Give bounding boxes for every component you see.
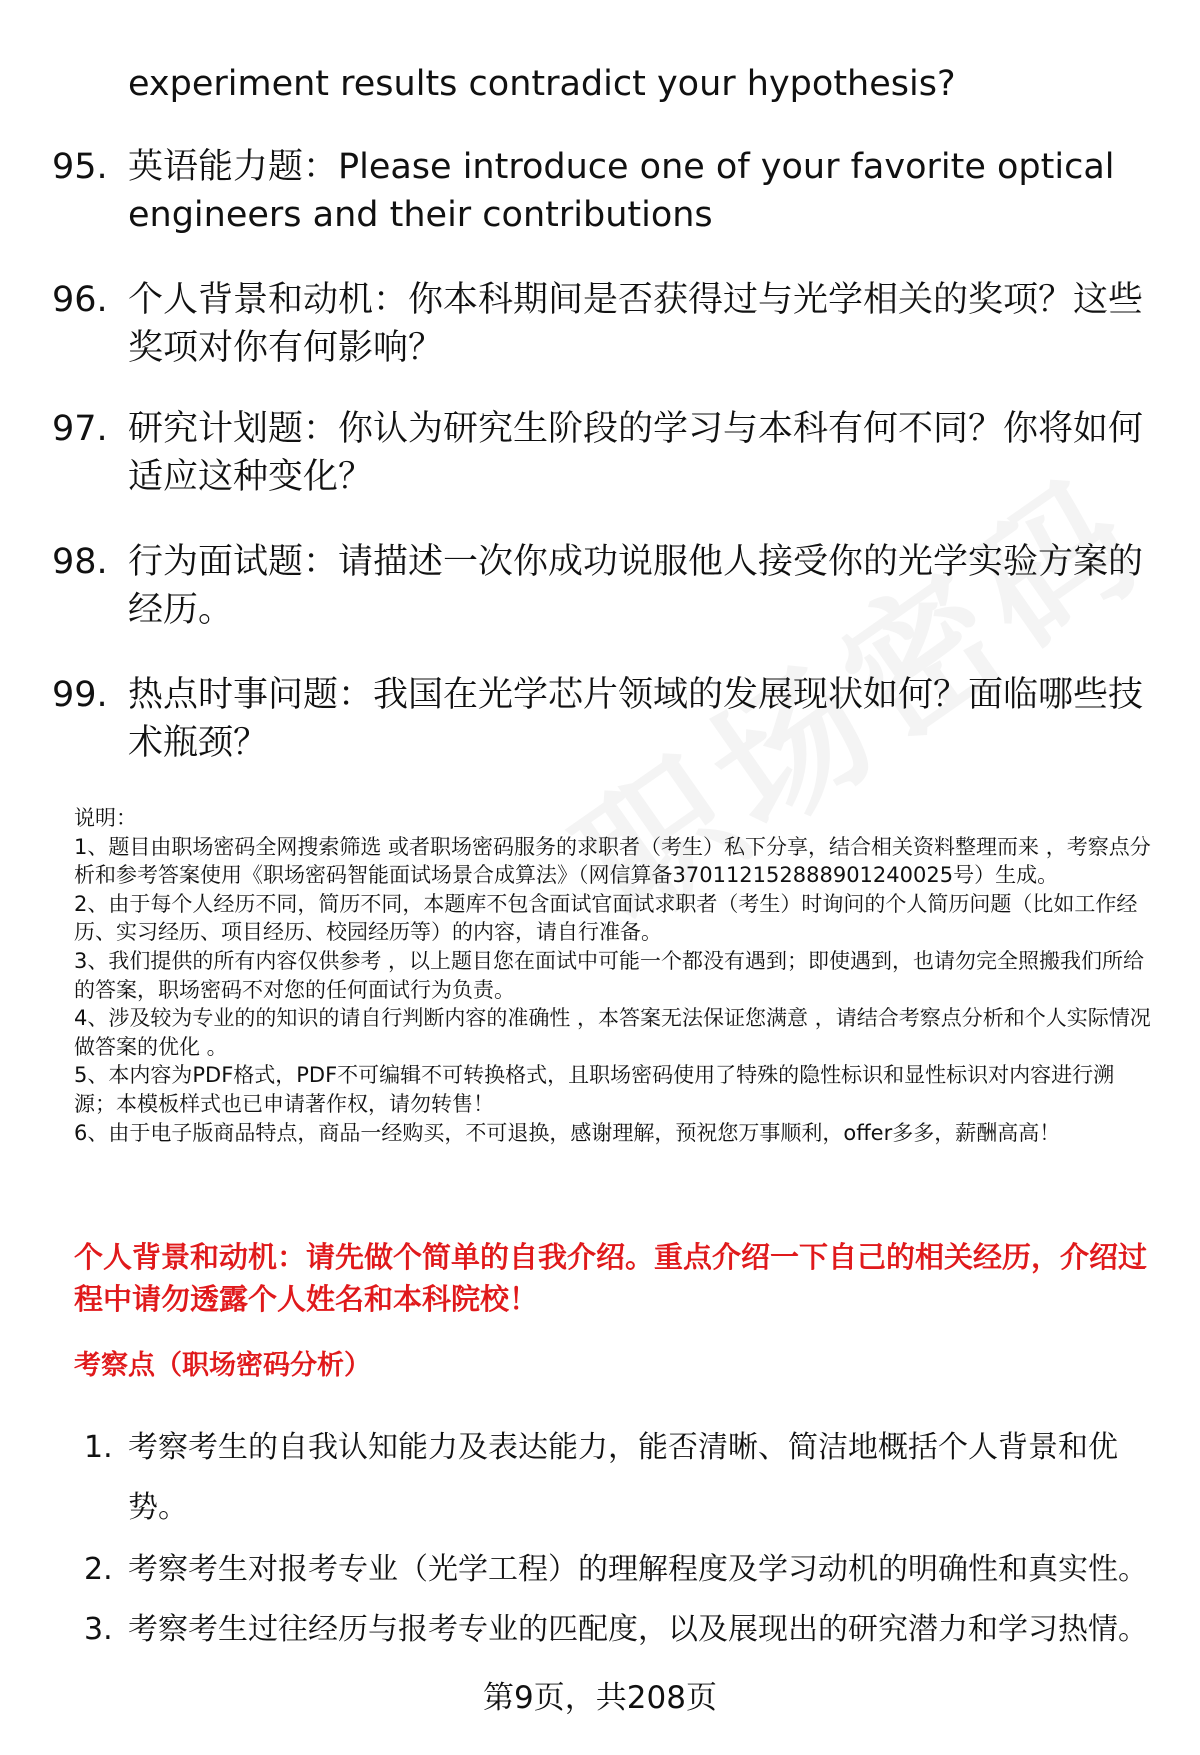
note-item-1: 1、题目由职场密码全网搜索筛选 或者职场密码服务的求职者（考生）私下分享，结合相关资料整理而来 ，考察点分析和参考答案使用《职场密码智能面试场景合成算法》（网信算备370112152888901240025号）生成。 bbox=[74, 834, 1151, 888]
question-97 bbox=[52, 405, 1152, 501]
question-99 bbox=[52, 671, 1152, 767]
previous-question-continuation: experiment results contradict your hypothesis? bbox=[128, 64, 956, 104]
question-95 bbox=[52, 143, 1152, 239]
analysis-point-3 bbox=[84, 1600, 1154, 1660]
question-text: 研究计划题：你认为研究生阶段的学习与本科有何不同？你将如何适应这种变化？ bbox=[128, 409, 1144, 497]
question-text: 行为面试题：请描述一次你成功说服他人接受你的光学实验方案的经历。 bbox=[128, 542, 1144, 630]
analysis-point-1 bbox=[84, 1418, 1154, 1538]
point-text: 考察考生对报考专业（光学工程）的理解程度及学习动机的明确性和真实性。 bbox=[128, 1552, 1148, 1587]
note-item-5: 5、本内容为PDF格式，PDF不可编辑不可转换格式，且职场密码使用了特殊的隐性标识和显性标识对内容进行溯源；本模板样式也已申请著作权，请勿转售！ bbox=[74, 1063, 1115, 1116]
question-number: 98. bbox=[52, 542, 108, 582]
note-item-6: 6、由于电子版商品特点，商品一经购买，不可退换，感谢理解，预祝您万事顺利，offer多多，薪酬高高！ bbox=[74, 1120, 1061, 1145]
note-item-3: 3、我们提供的所有内容仅供参考 ，以上题目您在面试中可能一个都没有遇到；即使遇到，也请勿完全照搬我们所给的答案，职场密码不对您的任何面试行为负责。 bbox=[74, 948, 1145, 1002]
analysis-point-2 bbox=[84, 1540, 1154, 1600]
analysis-heading: 考察点（职场密码分析） bbox=[74, 1350, 371, 1381]
question-number: 96. bbox=[52, 280, 108, 320]
point-text: 考察考生的自我认知能力及表达能力，能否清晰、简洁地概括个人背景和优势。 bbox=[128, 1430, 1118, 1525]
point-number: 2. bbox=[84, 1552, 113, 1587]
question-number: 99. bbox=[52, 675, 108, 715]
page-footer: 第9页，共208页 bbox=[483, 1680, 717, 1716]
point-number: 3. bbox=[84, 1612, 113, 1647]
question-98 bbox=[52, 538, 1152, 634]
question-number: 97. bbox=[52, 409, 108, 449]
question-text: 英语能力题：Please introduce one of your favorite optical engineers and their contributions bbox=[128, 147, 1115, 235]
point-number: 1. bbox=[84, 1430, 113, 1465]
notes-heading: 说明： bbox=[74, 806, 137, 830]
note-item-2: 2、由于每个人经历不同，简历不同，本题库不包含面试官面试求职者（考生）时询问的个人简历问题（比如工作经历、实习经历、项目经历、校园经历等）的内容，请自行准备。 bbox=[74, 891, 1138, 945]
featured-question: 个人背景和动机：请先做个简单的自我介绍。重点介绍一下自己的相关经历，介绍过程中请勿透露个人姓名和本科院校！ bbox=[74, 1240, 1148, 1316]
question-number: 95. bbox=[52, 147, 108, 187]
question-96 bbox=[52, 276, 1152, 372]
point-text: 考察考生过往经历与报考专业的匹配度，以及展现出的研究潜力和学习热情。 bbox=[128, 1612, 1148, 1647]
question-text: 热点时事问题：我国在光学芯片领域的发展现状如何？面临哪些技术瓶颈？ bbox=[128, 675, 1144, 763]
notes-section bbox=[74, 804, 1154, 1147]
note-item-4: 4、涉及较为专业的的知识的请自行判断内容的准确性 ，本答案无法保证您满意 ，请结合考察点分析和个人实际情况做答案的优化 。 bbox=[74, 1006, 1151, 1059]
question-text: 个人背景和动机：你本科期间是否获得过与光学相关的奖项？这些奖项对你有何影响？ bbox=[128, 280, 1144, 368]
